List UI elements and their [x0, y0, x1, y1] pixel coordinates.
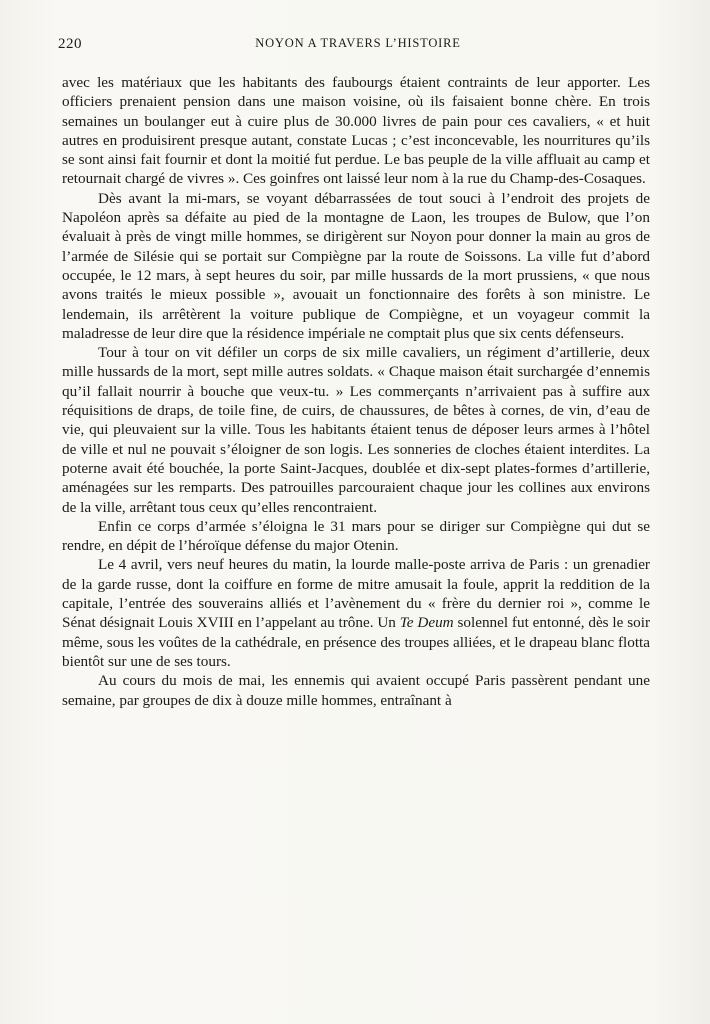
body-text: [62, 73, 650, 710]
paragraph-5-text-start: Le 4 avril, vers neuf heures du matin, la lourde malle-poste arriva de Paris : un grenadier de la garde russe, dont la coiffure en forme de mitre amusait la foule, apprit la reddition de la capitale, l’entrée des souverains alliés et l’avènement du « frère du dernier roi », comme le Sénat désignait Louis XVIII en l’appelant au trône. Un: [62, 556, 650, 632]
paragraph-2: Dès avant la mi-mars, se voyant débarrassées de tout souci à l’endroit des projets de Napoléon après sa défaite au pied de la montagne de Laon, les troupes de Bulow, que l’on évaluait à près de vingt mille hommes, se dirigèrent sur Noyon pour donner la main au gros de l’armée de Silésie qui se portait sur Compiègne par la route de Soissons. La ville fut d’abord occupée, le 12 mars, à sept heures du soir, par mille hussards de la mort prussiens, « que nous avons traités le mieux possible », avouait un fonctionnaire des forêts à son ministre. Le lendemain, ils arrêtèrent la voiture publique de Compiègne, et un voyageur commit la maladresse de leur dire que la résidence impériale ne comptait plus que six cents défenseurs.: [62, 189, 650, 342]
te-deum-italic: Te Deum: [399, 614, 454, 632]
paragraph-5-text-end: solennel fut entonné, dès le soir même, sous les voûtes de la cathédrale, en présence des troupes alliées, et le drapeau blanc flotta bientôt sur une de ses tours.: [62, 614, 651, 670]
paragraph-6: Au cours du mois de mai, les ennemis qui avaient occupé Paris passèrent pendant une semaine, par groupes de dix à douze mille hommes, entraînant à: [62, 672, 650, 709]
paragraph-3: Tour à tour on vit défiler un corps de six mille cavaliers, un régiment d’artillerie, deux mille hussards de la mort, sept mille autres soldats. « Chaque maison était surchargée d’ennemis qu’il fallait nourrir à bouche que veux-tu. » Les commerçants n’arrivaient pas à suffire aux réquisitions de draps, de toile fine, de cuirs, de chaussures, de bêtes à cornes, de vin, d’eau de vie, qui pleuvaient sur la ville. Tous les habitants étaient tenus de déposer leurs armes à l’hôtel de ville et nul ne pouvait s’éloigner de son logis. Les sonneries de cloches étaient interdites. La poterne avait été bouchée, la porte Saint-Jacques, doublée et dix-sept plates-formes d’artillerie, aménagées sur les remparts. Des patrouilles parcouraient chaque jour les collines aux environs de la ville, arrêtant tous ceux qu’elles rencontraient.: [62, 344, 650, 516]
paragraph-1: avec les matériaux que les habitants des faubourgs étaient contraints de leur apporter. Les officiers prenaient pension dans une maison voisine, où ils faisaient bonne chère. En trois semaines un boulanger eut à cuire plus de 30.000 livres de pain pour ces cavaliers, « et huit autres en produisirent presque autant, constate Lucas ; c’est inconcevable, les nourritures qu’ils se sont ainsi fait fournir et dont la moitié fut perdue. Le bas peuple de la ville affluait au camp et retournait chargé de vivres ». Ces goinfres ont laissé leur nom à la rue du Champ-des-Cosaques.: [62, 74, 650, 188]
paragraph-4: Enfin ce corps d’armée s’éloigna le 31 mars pour se diriger sur Compiègne qui dut se rendre, en dépit de l’héroïque défense du major Otenin.: [62, 517, 650, 555]
paragraph-5: [62, 555, 650, 671]
page-header: [58, 36, 658, 56]
page-number: 220: [58, 36, 82, 52]
running-title: NOYON A TRAVERS L’HISTOIRE: [255, 36, 461, 50]
